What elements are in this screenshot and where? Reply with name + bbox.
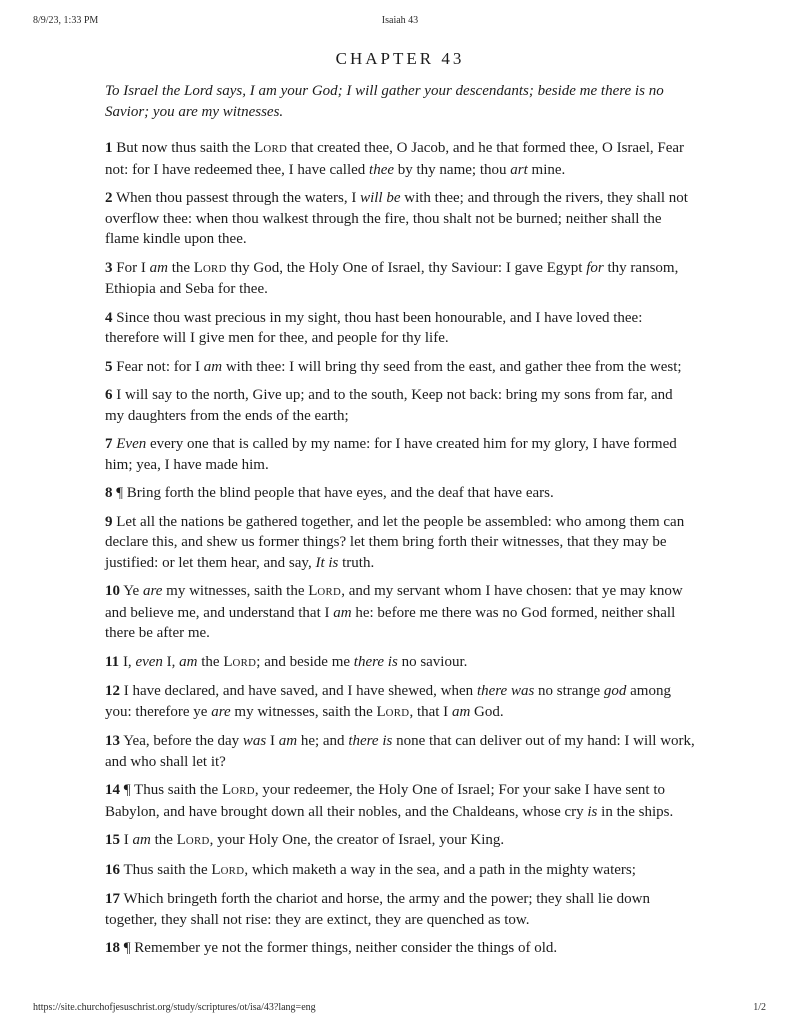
verse: 5 Fear not: for I am with thee: I will bring thy seed from the east, and gather thee from the west; bbox=[105, 358, 682, 375]
verse-number: 17 bbox=[105, 891, 120, 907]
chapter-title: CHAPTER 43 bbox=[335, 49, 465, 68]
verse: 12 I have declared, and have saved, and I have shewed, when there was no strange god among you: therefore ye are my witnesses, saith the LORD, that I am God. bbox=[105, 683, 671, 720]
deity-smallcaps: LORD bbox=[193, 259, 227, 276]
verse: 2 When thou passest through the waters, I will be with thee; and through the rivers, they shall not overflow thee: when thou walkest through the fire, thou shalt not be burned; neither shall the flame kindle upon thee. bbox=[105, 190, 688, 247]
verse: 11 I, even I, am the LORD; and beside me there is no saviour. bbox=[105, 653, 468, 670]
verse-number: 13 bbox=[105, 733, 120, 749]
verse: 8 ¶ Bring forth the blind people that have eyes, and the deaf that have ears. bbox=[105, 485, 554, 501]
deity-smallcaps: LORD bbox=[254, 140, 288, 156]
verse: 16 Thus saith the LORD, which maketh a way in the sea, and a path in the mighty waters; bbox=[105, 861, 636, 878]
chapter-summary: To Israel the Lord says, I am your God; I will gather your descendants; beside me there is no Savior; you are my witnesses. bbox=[105, 83, 664, 120]
verse: 7 Even every one that is called by my name: for I have created him for my glory, I have formed him; yea, I have made him. bbox=[105, 436, 677, 473]
verse-number: 7 bbox=[105, 436, 113, 452]
verse: 10 Ye are my witnesses, saith the LORD, and my servant whom I have chosen: that ye may know and believe me, and understand that I am he: before me there was no God formed, neither shall there be after me. bbox=[105, 583, 683, 641]
verse-number: 4 bbox=[105, 309, 113, 326]
verse-number: 3 bbox=[105, 259, 113, 276]
verse-number: 9 bbox=[105, 513, 113, 530]
deity-smallcaps: LORD bbox=[176, 832, 210, 848]
verse-number: 6 bbox=[105, 387, 113, 403]
verse: 13 Yea, before the day was I am he; and there is none that can deliver out of my hand: I will work, and who shall let it? bbox=[105, 733, 695, 770]
verse-number: 8 bbox=[105, 485, 113, 501]
page-indicator: 1/2 bbox=[753, 1002, 766, 1013]
verse-number: 14 bbox=[105, 782, 120, 798]
verse: 4 Since thou wast precious in my sight, thou hast been honourable, and I have loved thee: therefore will I give men for thee, and people for thy life. bbox=[105, 309, 643, 346]
verse-number: 15 bbox=[105, 832, 120, 848]
deity-smallcaps: LORD bbox=[221, 782, 255, 798]
verse-number: 18 bbox=[105, 940, 120, 956]
verse: 18 ¶ Remember ye not the former things, neither consider the things of old. bbox=[105, 940, 558, 956]
verse-number: 16 bbox=[105, 861, 120, 878]
deity-smallcaps: LORD bbox=[308, 583, 342, 599]
verse: 1 But now thus saith the LORD that created thee, O Jacob, and he that formed thee, O Israel, Fear not: for I have redeemed thee, I have called thee by thy name; thou art mine. bbox=[105, 140, 685, 178]
verse: 14 ¶ Thus saith the LORD, your redeemer, the Holy One of Israel; For your sake I have sent to Babylon, and have brought down all their nobles, and the Chaldeans, whose cry is in the ships. bbox=[105, 782, 674, 820]
verse: 15 I am the LORD, your Holy One, the creator of Israel, your King. bbox=[105, 832, 505, 848]
verse-list bbox=[105, 138, 695, 959]
deity-smallcaps: LORD bbox=[223, 653, 257, 670]
verse-number: 11 bbox=[105, 653, 120, 670]
verse: 6 I will say to the north, Give up; and to the south, Keep not back: bring my sons from far, and my daughters from the ends of the earth; bbox=[105, 387, 673, 424]
verse-number: 5 bbox=[105, 358, 113, 375]
verse-number: 12 bbox=[105, 683, 120, 699]
print-timestamp: 8/9/23, 1:33 PM bbox=[33, 15, 99, 26]
verse-number: 1 bbox=[105, 140, 113, 156]
print-footer bbox=[0, 1002, 800, 1016]
print-header bbox=[0, 15, 800, 29]
deity-smallcaps: LORD bbox=[376, 703, 410, 720]
deity-smallcaps: LORD bbox=[211, 861, 245, 878]
verse: 3 For I am the LORD thy God, the Holy One of Israel, thy Saviour: I gave Egypt for thy ransom, Ethiopia and Seba for thee. bbox=[105, 259, 679, 297]
verse: 9 Let all the nations be gathered together, and let the people be assembled: who among them can declare this, and shew us former things? let them bring forth their witnesses, that they may be justified: or let them hear, and say, It is truth. bbox=[105, 513, 685, 571]
verse-number: 10 bbox=[105, 583, 120, 599]
scripture-content bbox=[105, 0, 695, 959]
print-doc-title: Isaiah 43 bbox=[381, 15, 419, 26]
source-url: https://site.churchofjesuschrist.org/study/scriptures/ot/isa/43?lang=eng bbox=[33, 1002, 316, 1013]
verse-number: 2 bbox=[105, 190, 113, 206]
verse: 17 Which bringeth forth the chariot and horse, the army and the power; they shall lie down together, they shall not rise: they are extinct, they are quenched as tow. bbox=[105, 891, 650, 928]
